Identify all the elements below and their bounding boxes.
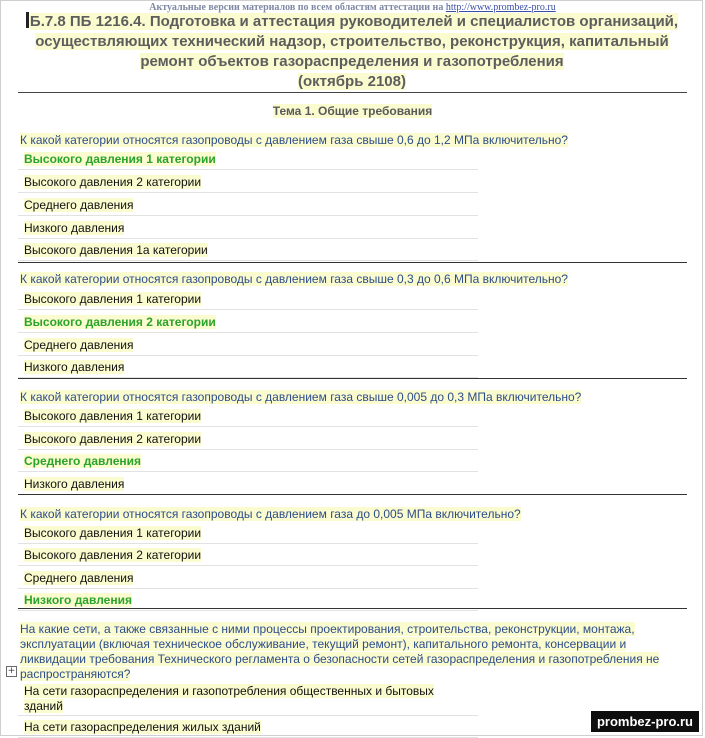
answer-option[interactable]: [18, 716, 478, 738]
answer-option-correct[interactable]: [18, 311, 478, 333]
question-3: [20, 390, 675, 405]
answer-option[interactable]: [18, 171, 478, 193]
question-4: [20, 507, 675, 522]
question-text: К какой категории относятся газопроводы с давлением газа свыше 0,6 до 1,2 МПа включительно?: [20, 133, 568, 147]
answer-label-line: На сети газораспределения и газопотребления общественных и бытовых: [24, 684, 434, 698]
question-text-line: эксплуатации (включая техническое обслуживание, текущий ремонт), капитального ремонта, консервации и: [20, 637, 627, 651]
answer-label: Высокого давления 2 категории: [24, 548, 202, 562]
answer-option[interactable]: [18, 239, 478, 261]
answer-label: Низкого давления: [24, 221, 125, 235]
answer-option[interactable]: [18, 217, 478, 239]
question-text-line: распространяются?: [20, 667, 131, 681]
question-2: [20, 272, 675, 287]
answer-label: Среднего давления: [24, 338, 134, 352]
question-text-line: На какие сети, а также связанные с ними процессы проектирования, строительства, реконструкции, монтажа,: [20, 622, 635, 636]
question-5: [20, 622, 675, 682]
answer-option[interactable]: [18, 428, 478, 450]
answer-option[interactable]: [18, 522, 478, 544]
title-line-2: осуществляющих технический надзор, строительство, реконструкция, капитальный: [35, 33, 669, 50]
answer-label: Низкого давления: [24, 477, 125, 491]
answer-label: Среднего давления: [24, 198, 134, 212]
question-separator: [18, 262, 687, 263]
answer-label: Высокого давления 2 категории: [24, 432, 202, 446]
question-text: К какой категории относятся газопроводы с давлением газа до 0,005 МПа включительно?: [20, 507, 521, 521]
banner-link[interactable]: http://www.prombez-pro.ru: [445, 2, 556, 13]
text-cursor: [26, 12, 29, 28]
title-line-1: Б.7.8 ПБ 1216.4. Подготовка и аттестация руководителей и специалистов организаций,: [29, 13, 679, 30]
answer-label: Высокого давления 1 категории: [24, 526, 202, 540]
answer-option[interactable]: [18, 334, 478, 356]
answer-option[interactable]: [18, 544, 478, 566]
document-title: [16, 12, 688, 92]
answer-label: Среднего давления: [24, 571, 134, 585]
question-separator: [18, 378, 687, 379]
title-line-4: (октябрь 2108): [298, 73, 406, 90]
answer-option-correct[interactable]: [18, 450, 478, 472]
answer-option[interactable]: [18, 194, 478, 216]
answer-label: Высокого давления 1а категории: [24, 243, 208, 257]
answer-option-correct[interactable]: [18, 148, 478, 170]
answer-label-line: зданий: [24, 699, 63, 713]
answer-label: Высокого давления 2 категории: [24, 175, 202, 189]
question-text: К какой категории относятся газопроводы с давлением газа свыше 0,005 до 0,3 МПа включительно?: [20, 390, 582, 404]
banner-text: Актуальные версии материалов по всем областям аттестации на: [149, 2, 444, 13]
question-1: [20, 133, 675, 148]
answer-option[interactable]: [18, 567, 478, 589]
topic-heading: [18, 104, 687, 118]
answer-label: Низкого давления: [24, 360, 125, 374]
answer-option[interactable]: [18, 356, 478, 378]
site-watermark: prombez-pro.ru: [591, 711, 699, 732]
answer-option[interactable]: [18, 680, 478, 716]
answer-label: На сети газораспределения жилых зданий: [24, 720, 261, 734]
answer-label: Высокого давления 1 категории: [24, 292, 202, 306]
answer-option[interactable]: [18, 288, 478, 310]
question-separator: [18, 494, 687, 495]
answer-label: Среднего давления: [24, 454, 141, 468]
answer-label: Высокого давления 2 категории: [24, 315, 216, 329]
topic-text: Тема 1. Общие требования: [272, 104, 433, 118]
title-line-3: ремонт объектов газораспределения и газопотребления: [140, 53, 564, 70]
question-separator: [18, 608, 687, 609]
title-rule: [18, 92, 687, 93]
question-text-line: ликвидации требования Технического регламента о безопасности сетей газораспределения и газопотребления не: [20, 652, 660, 666]
answer-label: Низкого давления: [24, 593, 132, 607]
answer-label: Высокого давления 1 категории: [24, 409, 202, 423]
move-handle-icon[interactable]: +: [7, 666, 16, 676]
answer-option[interactable]: [18, 473, 478, 495]
answer-label: Высокого давления 1 категории: [24, 152, 216, 166]
answer-option[interactable]: [18, 405, 478, 427]
question-text: К какой категории относятся газопроводы с давлением газа свыше 0,3 до 0,6 МПа включительно?: [20, 272, 568, 286]
